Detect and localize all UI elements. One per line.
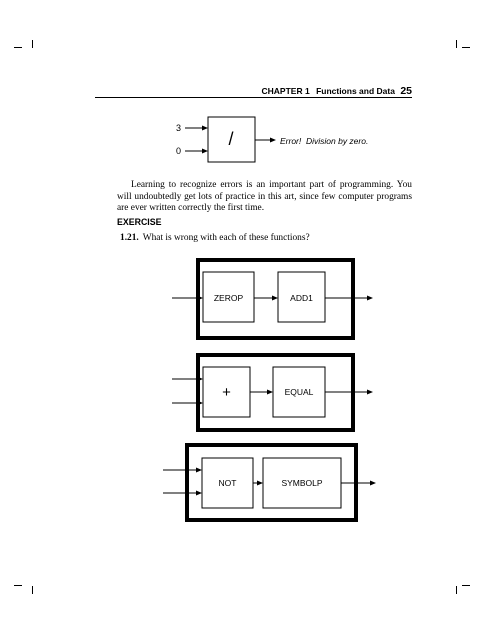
section-title: Functions and Data bbox=[316, 86, 395, 96]
diagram-1-output-arrowhead bbox=[367, 296, 373, 301]
division-operator: / bbox=[228, 129, 234, 149]
exercise-heading: EXERCISE bbox=[117, 217, 162, 227]
diagram-2-output-arrowhead bbox=[367, 390, 373, 395]
exercise-number: 1.21. bbox=[120, 233, 139, 243]
chapter-label: CHAPTER 1 bbox=[261, 86, 310, 96]
page-number: 25 bbox=[400, 85, 412, 97]
zerop-label: ZEROP bbox=[213, 293, 244, 303]
diagram-zerop-add1 bbox=[172, 260, 373, 338]
symbolp-label: SYMBOLP bbox=[281, 478, 323, 488]
plus-label: + bbox=[222, 384, 231, 401]
equal-label: EQUAL bbox=[284, 387, 314, 397]
body-paragraph: Learning to recognize errors is an important part of programming. You will undoubtedly get lots of practice in this art, since few computer programs are ever written correctly the first time. bbox=[117, 180, 412, 213]
diagram-3-output-arrowhead bbox=[370, 481, 376, 486]
input-0-label: 0 bbox=[176, 146, 182, 156]
exercise-text: What is wrong with each of these functions? bbox=[142, 233, 310, 243]
input-3-label: 3 bbox=[176, 123, 182, 133]
add1-label: ADD1 bbox=[290, 293, 313, 303]
not-label: NOT bbox=[218, 478, 237, 488]
diagram-plus-equal bbox=[172, 355, 373, 430]
division-error-message: Error! Division by zero. bbox=[280, 136, 369, 146]
diagram-not-symbolp bbox=[163, 445, 376, 520]
